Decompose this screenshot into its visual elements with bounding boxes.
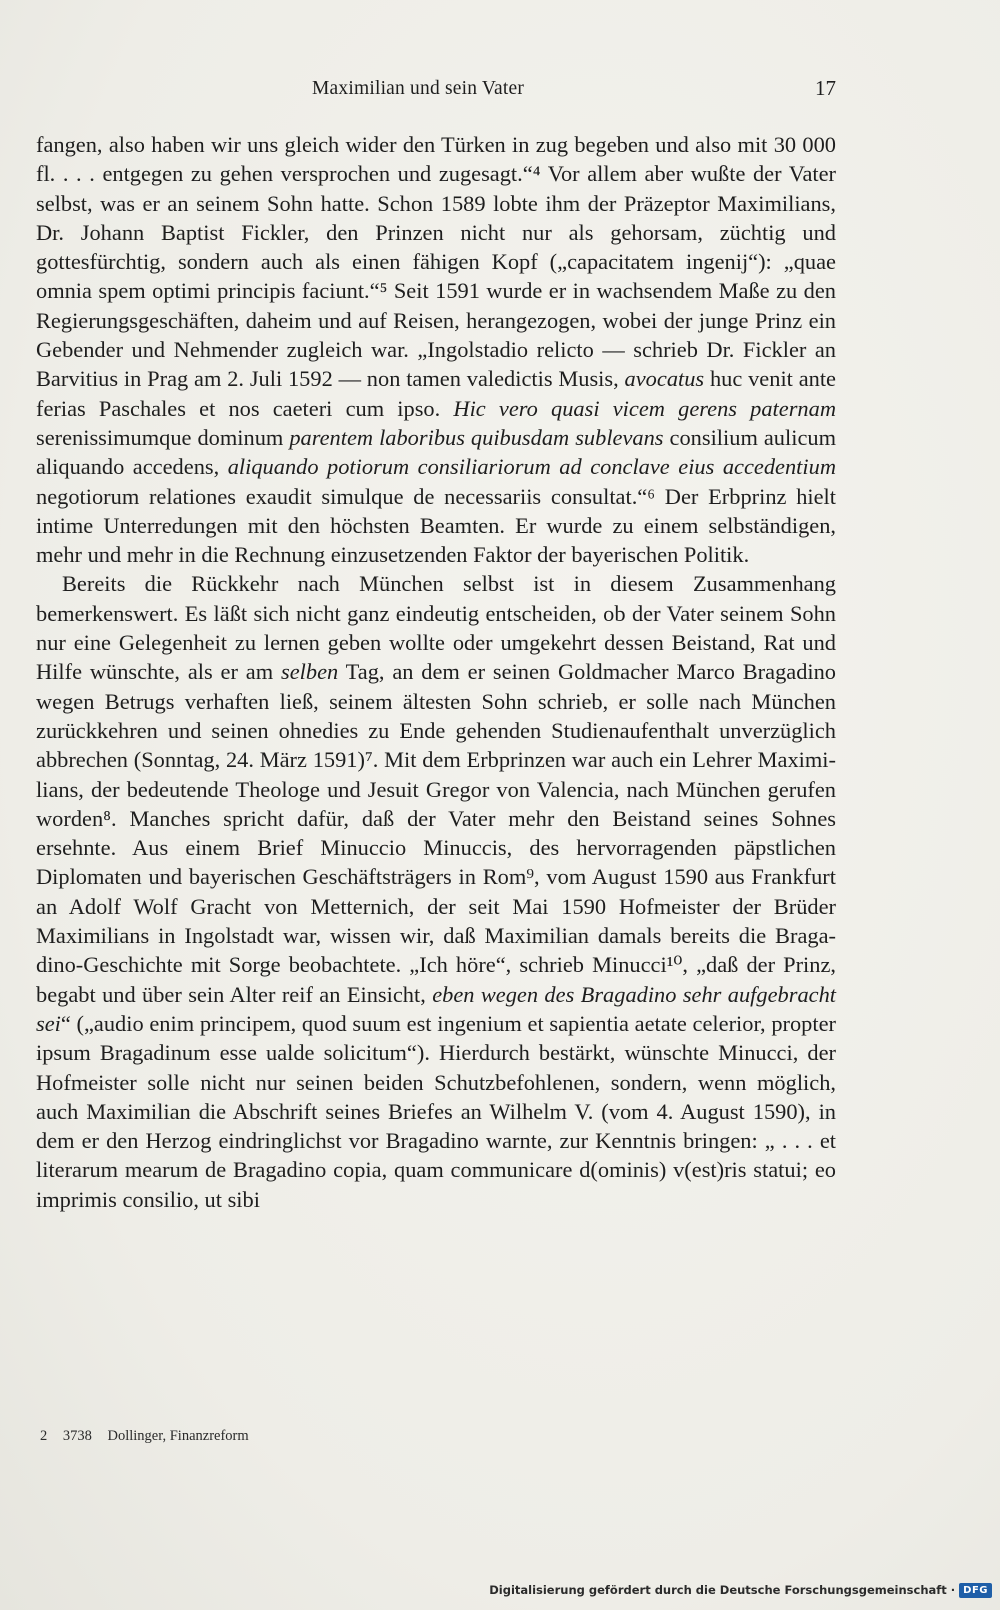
dfg-logo-icon: DFG — [959, 1583, 992, 1598]
italic-run: avocatus — [624, 366, 705, 392]
italic-run: Hic vero quasi vicem gerens paternam — [453, 395, 836, 421]
italic-run: parentem laboribus quibusdam sublevans — [289, 424, 664, 450]
body-text — [36, 130, 836, 1214]
text-run: serenissimumque dominum — [36, 424, 290, 450]
text-run: “ („audio enim principem, quod suum est ingenium et sapientia aetate celerior, propter ipsum Bragadinum esse ualde solicitum“). Hierdurch bestärkt, wünschte Minucci, der Hofmeister solle nicht nur seinen beiden Schutzbefohlenen, sondern, wenn möglich, auch Maximilian die Abschrift seines Briefes an Wilhelm V. (vom 4. August 1590), in dem er den Herzog eindringlichst vor Bragadino warnte, zur Kenntnis bringen: „ . . . et literarum mearum de Bragadino copia, quam communicare d(ominis) v(est)ris statui; eo imprimis consilio, ut sibi — [36, 1010, 836, 1212]
signature-title: Dollinger, Finanzreform — [107, 1428, 249, 1444]
banner-text: Digitalisierung gefördert durch die Deutsche Forschungsgemeinschaft · — [489, 1583, 956, 1597]
text-run: Bereits die Rückkehr nach München selbst ist in diesem Zusammenhang bemerkenswert. Es läßt sich nicht ganz eindeutig entscheiden, ob der Vater seinem Sohn nur eine Gelegenheit zu lernen geben wollte oder umgekehrt dessen Beistand, Rat und Hilfe wünschte, als er am — [36, 571, 836, 685]
printer-signature — [40, 1428, 261, 1445]
paragraph-2 — [36, 569, 836, 1214]
running-title: Maximilian und sein Vater — [312, 78, 525, 99]
signature-code: 3738 — [62, 1428, 92, 1444]
page-header — [36, 76, 836, 106]
text-run: huc venit ante ferias Paschales et nos caeteri cum ipso. — [36, 366, 836, 421]
italic-run: eben wegen des Bragadino sehr aufgebracht sei — [36, 981, 836, 1036]
text-run: consilium aulicum aliquando accedens, — [36, 424, 836, 480]
italic-run: aliquando potiorum consiliariorum ad conclave eius accedentium — [227, 454, 836, 480]
text-run: fangen, also haben wir uns gleich wider den Türken in zug begeben und also mit 30 000 fl. . . . entgegen zu gehen versprochen und zugesagt.“⁴ Vor allem aber wußte der Vater selbst, was er an seinem Sohn hatte. Schon 1589 lobte ihm der Präzeptor Maximilians, Dr. Johann Baptist Fickler, den Prinzen nicht nur als gehorsam, züchtig und gottesfürchtig, sondern auch als einen fähigen Kopf („capacitatem ingenij“): „quae omnia spem optimi principis faciunt.“⁵ Seit 1591 wurde er in wachsendem Maße zu den Regierungsgeschäften, daheim und auf Reisen, herangezogen, wobei der junge Prinz ein Gebender und Nehmender zugleich war. „Ingolstadio relicto — schrieb Dr. Fickler an Barvitius in Prag am 2. Juli 1592 — non tamen valedictis Musis, — [36, 132, 836, 392]
text-run: Tag, an dem er seinen Goldmacher Marco Bragadino wegen Betrugs verhaften ließ, seinem ältesten Sohn schrieb, er solle nach München zurückkehren und seinen ohnedies zu Ende gehenden Studienaufenthalt unverzüglich abbrechen (Sonntag, 24. März 1591)⁷. Mit dem Erbprinzen war auch ein Lehrer Maximilians, der bedeutende Theologe und Jesuit Gregor von Valencia, nach München gerufen worden⁸. Manches spricht dafür, daß der Vater mehr den Beistand seines Sohnes ersehnte. Aus einem Brief Minuccio Minuccis, des hervorragenden päpstlichen Diplomaten und bayerischen Geschäftsträgers in Rom⁹, vom August 1590 aus Frankfurt an Adolf Wolf Gracht von Metternich, der seit Mai 1590 Hofmeister der Brüder Maximilians in Ingolstadt war, wissen wir, daß Maximilian damals bereits die Bragadino-Geschichte mit Sorge beobachtete. „Ich höre“, schrieb Minucci¹⁰, „daß der Prinz, begabt und über sein Alter reif an Einsicht, — [36, 659, 837, 1007]
paragraph-1 — [36, 130, 836, 569]
italic-run: selben — [281, 659, 339, 685]
signature-number: 2 — [40, 1428, 48, 1444]
page-number: 17 — [815, 76, 836, 100]
text-run: negotiorum relationes exaudit simulque de necessariis consultat.“⁶ Der Erbprinz hielt intime Unterredungen mit den höchsten Beamten. Er wurde zu einem selbständigen, mehr und mehr in die Rechnung einzusetzenden Faktor der bayerischen Politik. — [36, 483, 836, 568]
digitization-banner — [489, 1580, 992, 1600]
